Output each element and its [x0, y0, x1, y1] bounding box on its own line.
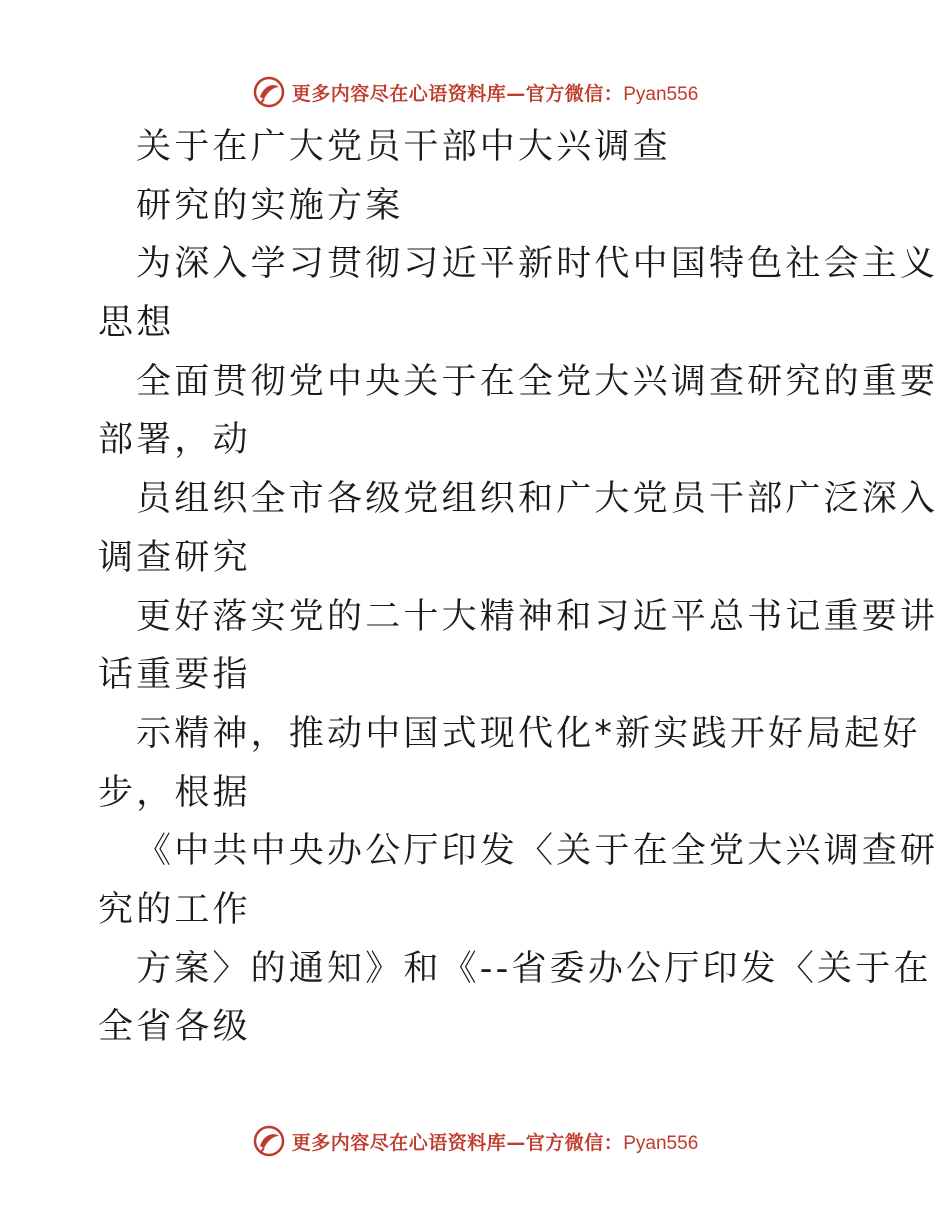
text-line: 研究的实施方案 — [136, 185, 404, 226]
text-line: 方案〉的通知》和《--省委办公厅印发〈关于在 — [136, 948, 932, 989]
watermark-text: 更多内容尽在心语资料库—官方微信：Pyan556 — [291, 1131, 699, 1154]
text-line: 思想 — [98, 303, 175, 344]
watermark-text: 更多内容尽在心语资料库—官方微信：Pyan556 — [291, 82, 699, 105]
text-line: 全省各级 — [98, 1007, 251, 1048]
text-line: 调查研究 — [98, 537, 251, 578]
text-line: 更好落实党的二十大精神和习近平总书记重要讲 — [136, 596, 939, 637]
text-line: 究的工作 — [98, 889, 251, 930]
text-line: 话重要指 — [98, 655, 251, 696]
text-line: 示精神，推动中国式现代化*新实践开好局起好 — [136, 713, 921, 754]
text-line: 全面贯彻党中央关于在全党大兴调查研究的重要 — [136, 361, 939, 402]
text-line: 部署，动 — [98, 420, 251, 461]
text-line: 为深入学习贯彻习近平新时代中国特色社会主义 — [136, 244, 939, 285]
pen-circle-logo-icon — [252, 1124, 286, 1158]
document-body — [98, 118, 939, 1057]
pen-circle-logo-icon — [252, 75, 286, 109]
text-line: 关于在广大党员干部中大兴调查 — [136, 127, 671, 167]
footer-watermark — [0, 1121, 950, 1161]
text-line: 步，根据 — [98, 772, 251, 813]
text-line: 《中共中央办公厅印发〈关于在全党大兴调查研 — [136, 831, 939, 872]
text-line: 员组织全市各级党组织和广大党员干部广泛深入 — [136, 479, 939, 520]
header-watermark — [0, 72, 950, 112]
